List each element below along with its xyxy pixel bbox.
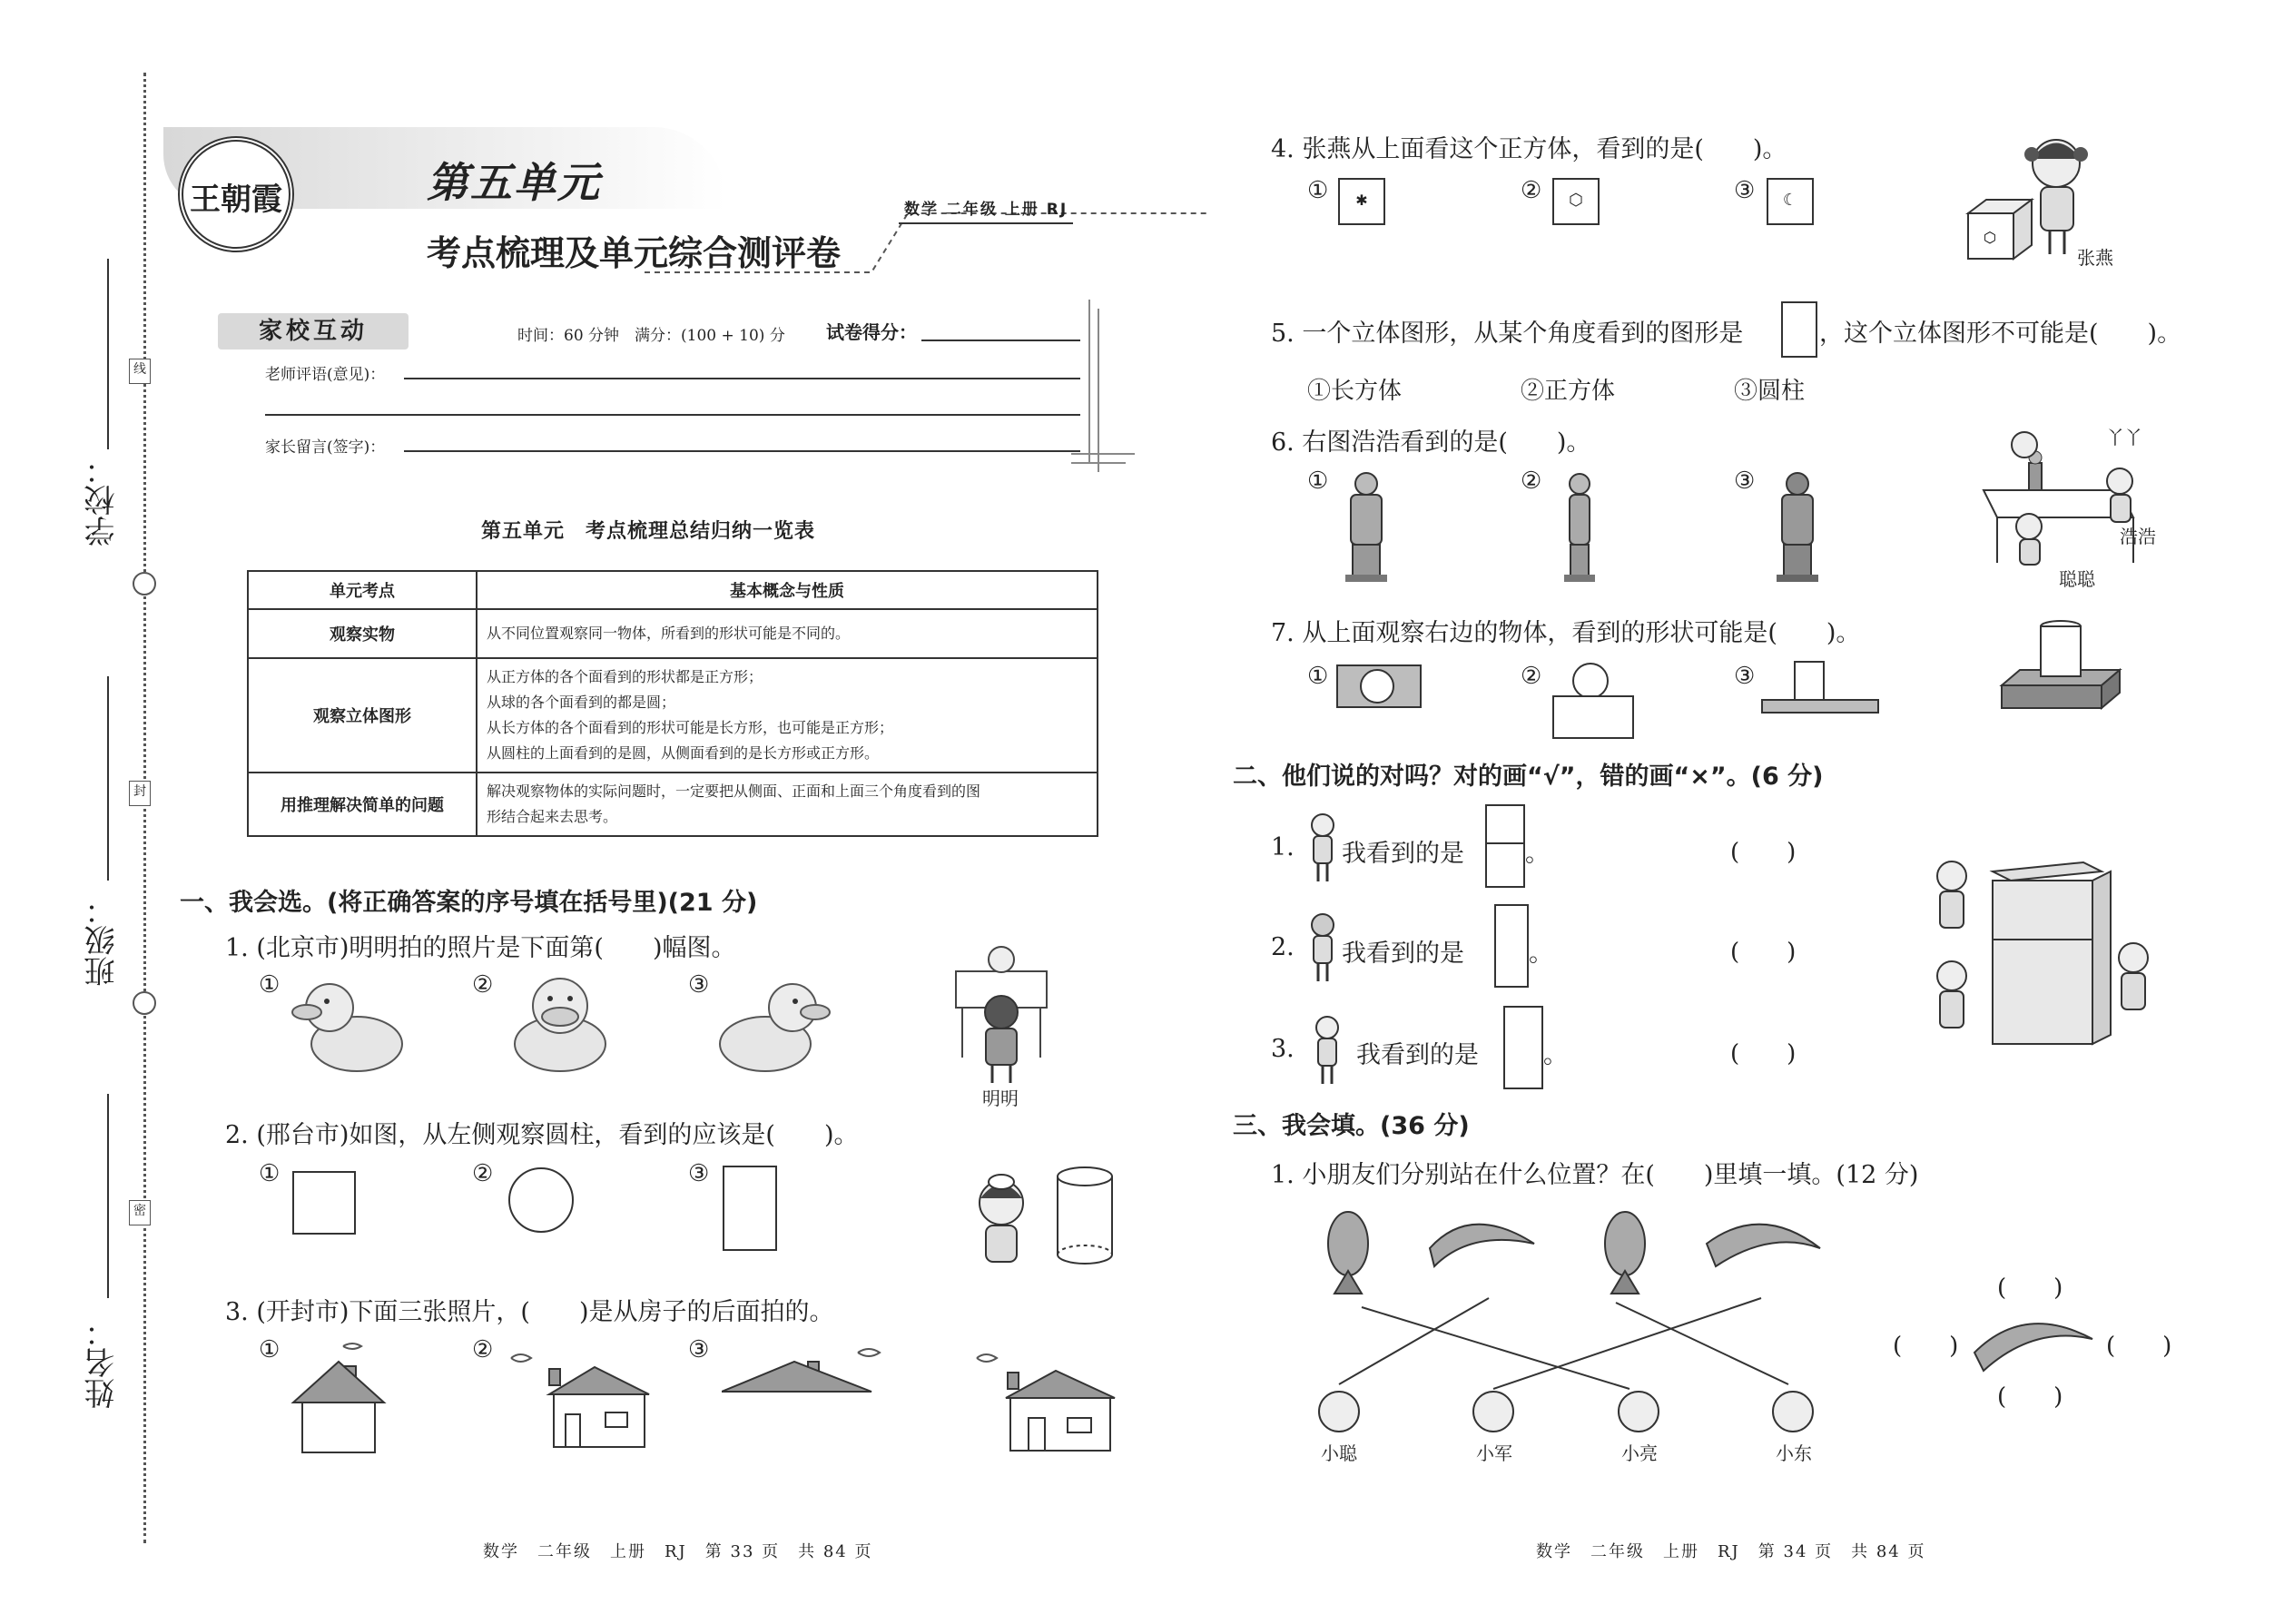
q7-cylinder-side-top[interactable] (1794, 661, 1825, 703)
school-field (80, 454, 121, 546)
q6-yaya-name: 丫丫 (2106, 427, 2142, 448)
q4-moon-face-option[interactable]: ☾ (1767, 178, 1814, 225)
s2-item1-num: 1. (1271, 833, 1295, 861)
s3-answer-left[interactable]: ( ) (1893, 1333, 1959, 1360)
s2-item2-end: 。 (1529, 940, 1553, 968)
school-label: 学校： (84, 454, 121, 546)
terracotta-warrior-side-icon[interactable] (1557, 468, 1602, 586)
q3-opt3-mark: ③ (688, 1336, 710, 1363)
cylinder-icon (1053, 1164, 1117, 1273)
summary-topic: 用推理解决简单的问题 (248, 773, 477, 836)
s2-fridge-front-view (1485, 804, 1525, 888)
summary-line: 解决观察物体的实际问题时，一定要把从侧面、正面和上面三个角度看到的图 (487, 782, 981, 800)
s2-item3-num: 3. (1271, 1035, 1295, 1063)
q2-text: 2. (邢台市)如图，从左侧观察圆柱，看到的应该是( )。 (225, 1121, 859, 1149)
summary-row (248, 658, 1098, 773)
summary-line: 从正方体的各个面看到的形状都是正方形； (487, 668, 763, 685)
logo-text: 王朝霞 (190, 182, 282, 218)
s2-kid1-icon (1307, 812, 1338, 885)
q1-opt1-mark: ① (259, 971, 281, 999)
house-front-icon[interactable] (289, 1339, 389, 1457)
s3-answer-bottom[interactable]: ( ) (1997, 1383, 2063, 1411)
dolphin-matching-diagram (1307, 1203, 1852, 1457)
summary-row (248, 609, 1098, 658)
q2-opt3-mark: ③ (688, 1160, 710, 1187)
q4-opt2-mark: ② (1521, 177, 1542, 204)
home-school-badge: 家校互动 (218, 313, 409, 349)
summary-col-concept: 基本概念与性质 (477, 571, 1098, 609)
q5-opt2[interactable]: ②正方体 (1521, 378, 1616, 405)
publisher-seal-logo (178, 136, 294, 252)
q7-circle-on-rect-base[interactable] (1552, 695, 1634, 739)
terracotta-warrior-back-icon[interactable] (1766, 468, 1829, 586)
q4-text: 4. 张燕从上面看这个正方体，看到的是( )。 (1271, 135, 1787, 163)
s3-kid-xiaodong: 小东 (1776, 1442, 1812, 1464)
binding-mark-line: 线 (129, 359, 151, 384)
summary-title: 第五单元 考点梳理总结归纳一览表 (481, 519, 816, 543)
summary-col-topic: 单元考点 (248, 571, 477, 609)
summary-table (247, 570, 1098, 837)
svg-text:⬡: ⬡ (1984, 229, 1996, 246)
q2-square-option[interactable] (292, 1171, 356, 1235)
score-label: 试卷得分： (826, 321, 917, 343)
s2-fridge-side-view (1494, 904, 1529, 988)
q7-text: 7. 从上面观察右边的物体，看到的形状可能是( )。 (1271, 619, 1861, 647)
summary-line: 从圆柱的上面看到的是圆，从侧面看到的是长方形或正方形。 (487, 744, 880, 762)
s2-item3-end: 。 (1543, 1041, 1568, 1069)
s3-kid-xiaoliang: 小亮 (1621, 1442, 1658, 1464)
parent-comment-line[interactable] (404, 450, 1080, 452)
s2-item1-text: 我看到的是 (1342, 840, 1464, 868)
footer-right: 数学 二年级 上册 RJ 第 34 页 共 84 页 (1536, 1542, 1926, 1561)
fridge-observers-scene-icon (1920, 853, 2156, 1053)
class-field (80, 894, 121, 987)
s2-fridge-other-side-view (1503, 1006, 1543, 1089)
house-roof-only-icon[interactable] (722, 1342, 903, 1414)
q4-opt3-mark: ③ (1734, 177, 1756, 204)
q6-congcong-name: 聪聪 (2059, 568, 2095, 590)
corner-frame-decoration (1071, 300, 1144, 481)
q1-opt3-mark: ③ (688, 971, 710, 999)
q4-star-face-option[interactable]: ✱ (1338, 178, 1385, 225)
s3-answer-right[interactable]: ( ) (2106, 1333, 2172, 1360)
q7-opt3-mark: ③ (1734, 663, 1756, 690)
s2-kid2-icon (1307, 912, 1338, 985)
center-dolphin-icon (1970, 1303, 2097, 1375)
s2-item3-answer[interactable]: ( ) (1730, 1040, 1797, 1068)
binding-hole-top (133, 572, 156, 595)
duck-front-icon (501, 971, 619, 1076)
class-fill-line[interactable] (107, 676, 109, 881)
q5-opt1[interactable]: ①长方体 (1307, 378, 1403, 405)
q6-text: 6. 右图浩浩看到的是( )。 (1271, 428, 1591, 457)
s2-item2-num: 2. (1271, 933, 1295, 961)
q5-text-part1: 5. 一个立体图形，从某个角度看到的图形是 (1271, 320, 1744, 348)
summary-row (248, 773, 1098, 836)
teacher-comment-line-2[interactable] (265, 414, 1080, 416)
house-back-reference-icon (970, 1342, 1128, 1455)
s2-item1-end: 。 (1525, 840, 1550, 868)
parent-comment-label: 家长留言(签字)： (265, 438, 386, 457)
s3-answer-top[interactable]: ( ) (1997, 1275, 2063, 1302)
q7-cylinder-side-base[interactable] (1761, 699, 1879, 714)
name-label: 姓名： (84, 1316, 121, 1409)
exam-title: 考点梳理及单元综合测评卷 (427, 232, 842, 273)
binding-dotted-line (143, 73, 146, 1543)
class-label: 班级： (84, 894, 121, 987)
s3-kid-xiaocong: 小聪 (1321, 1442, 1357, 1464)
school-fill-line[interactable] (107, 259, 109, 449)
q5-text-part2: ，这个立体图形不可能是( )。 (1819, 320, 2182, 348)
cylinder-on-slab-icon (1997, 617, 2124, 717)
girl-observer-icon (970, 1171, 1033, 1271)
binding-mark-close: 密 (129, 1200, 151, 1225)
section3-title: 三、我会填。(36 分) (1233, 1112, 1470, 1140)
q6-opt2-mark: ② (1521, 468, 1542, 495)
summary-topic: 观察实物 (248, 609, 477, 658)
q7-opt2-mark: ② (1521, 663, 1542, 690)
binding-hole-bottom (133, 991, 156, 1015)
q1-mingming-name: 明明 (982, 1088, 1019, 1109)
unit-title: 第五单元 (427, 158, 601, 207)
q6-opt3-mark: ③ (1734, 468, 1756, 495)
q2-rectangle-option[interactable] (723, 1166, 777, 1251)
q7-circle-on-rect-top[interactable] (1572, 663, 1609, 699)
q3-text: 3. (开封市)下面三张照片，( )是从房子的后面拍的。 (225, 1298, 834, 1326)
name-field (80, 1316, 121, 1409)
q4-opt1-mark: ① (1307, 177, 1329, 204)
footer-left: 数学 二年级 上册 RJ 第 33 页 共 84 页 (483, 1542, 873, 1561)
q7-inner-circle (1360, 669, 1394, 704)
teacher-comment-label: 老师评语(意见)： (265, 366, 386, 384)
teacher-comment-line-1[interactable] (404, 378, 1080, 379)
section1-title: 一、我会选。(将正确答案的序号填在括号里)(21 分) (180, 889, 758, 917)
s2-item1-answer[interactable]: ( ) (1730, 839, 1797, 866)
summary-line: 从长方体的各个面看到的形状可能是长方形，也可能是正方形； (487, 719, 894, 736)
terracotta-warrior-front-icon[interactable] (1334, 468, 1398, 586)
q4-hexagon-face-option[interactable]: ⬡ (1552, 178, 1600, 225)
s3-q1-text: 1. 小朋友们分别站在什么位置？在( )里填一填。(12 分) (1271, 1161, 1919, 1189)
summary-line: 从球的各个面看到的都是圆； (487, 694, 676, 711)
q1-text: 1. (北京市)明明拍的照片是下面第( )幅图。 (225, 934, 736, 962)
q7-opt1-mark: ① (1307, 663, 1329, 690)
q7-rect-with-circle-option[interactable] (1336, 664, 1422, 708)
q6-haohao-name: 浩浩 (2120, 526, 2156, 547)
s2-item2-text: 我看到的是 (1342, 940, 1464, 968)
name-fill-line[interactable] (107, 1094, 109, 1298)
s2-item2-answer[interactable]: ( ) (1730, 939, 1797, 966)
summary-line: 从不同位置观察同一物体，所看到的形状可能是不同的。 (487, 625, 851, 642)
s2-kid3-icon (1312, 1015, 1343, 1088)
q1-opt2-mark: ② (472, 971, 494, 999)
q6-opt1-mark: ① (1307, 468, 1329, 495)
grade-tag: 数学 二年级 上册 RJ (899, 196, 1073, 224)
q4-zhangyan-name: 张燕 (2077, 247, 2113, 269)
q3-opt1-mark: ① (259, 1336, 281, 1363)
q5-rectangle-view (1781, 301, 1817, 358)
section2-title: 二、他们说的对吗？对的画“√”，错的画“×”。(6 分) (1233, 763, 1824, 791)
q5-opt3[interactable]: ③圆柱 (1734, 378, 1806, 405)
q3-opt2-mark: ② (472, 1336, 494, 1363)
binding-mark-seal: 封 (129, 781, 151, 806)
q2-opt2-mark: ② (472, 1160, 494, 1187)
house-side-window-icon[interactable] (504, 1342, 663, 1451)
duck-side-left-icon (289, 976, 407, 1076)
time-info: 时间：60 分钟 满分：(100 + 10) 分 (517, 327, 785, 345)
q2-circle-option[interactable] (508, 1167, 574, 1233)
s3-kid-xiaojun: 小军 (1476, 1442, 1512, 1464)
duck-side-right-icon (715, 976, 833, 1076)
mingming-photo-scene-icon (951, 940, 1051, 1085)
s2-item3-text: 我看到的是 (1356, 1041, 1479, 1069)
summary-line: 形结合起来去思考。 (487, 808, 618, 825)
summary-topic: 观察立体图形 (248, 658, 477, 773)
score-fill-line[interactable] (921, 340, 1080, 341)
q2-opt1-mark: ① (259, 1160, 281, 1187)
